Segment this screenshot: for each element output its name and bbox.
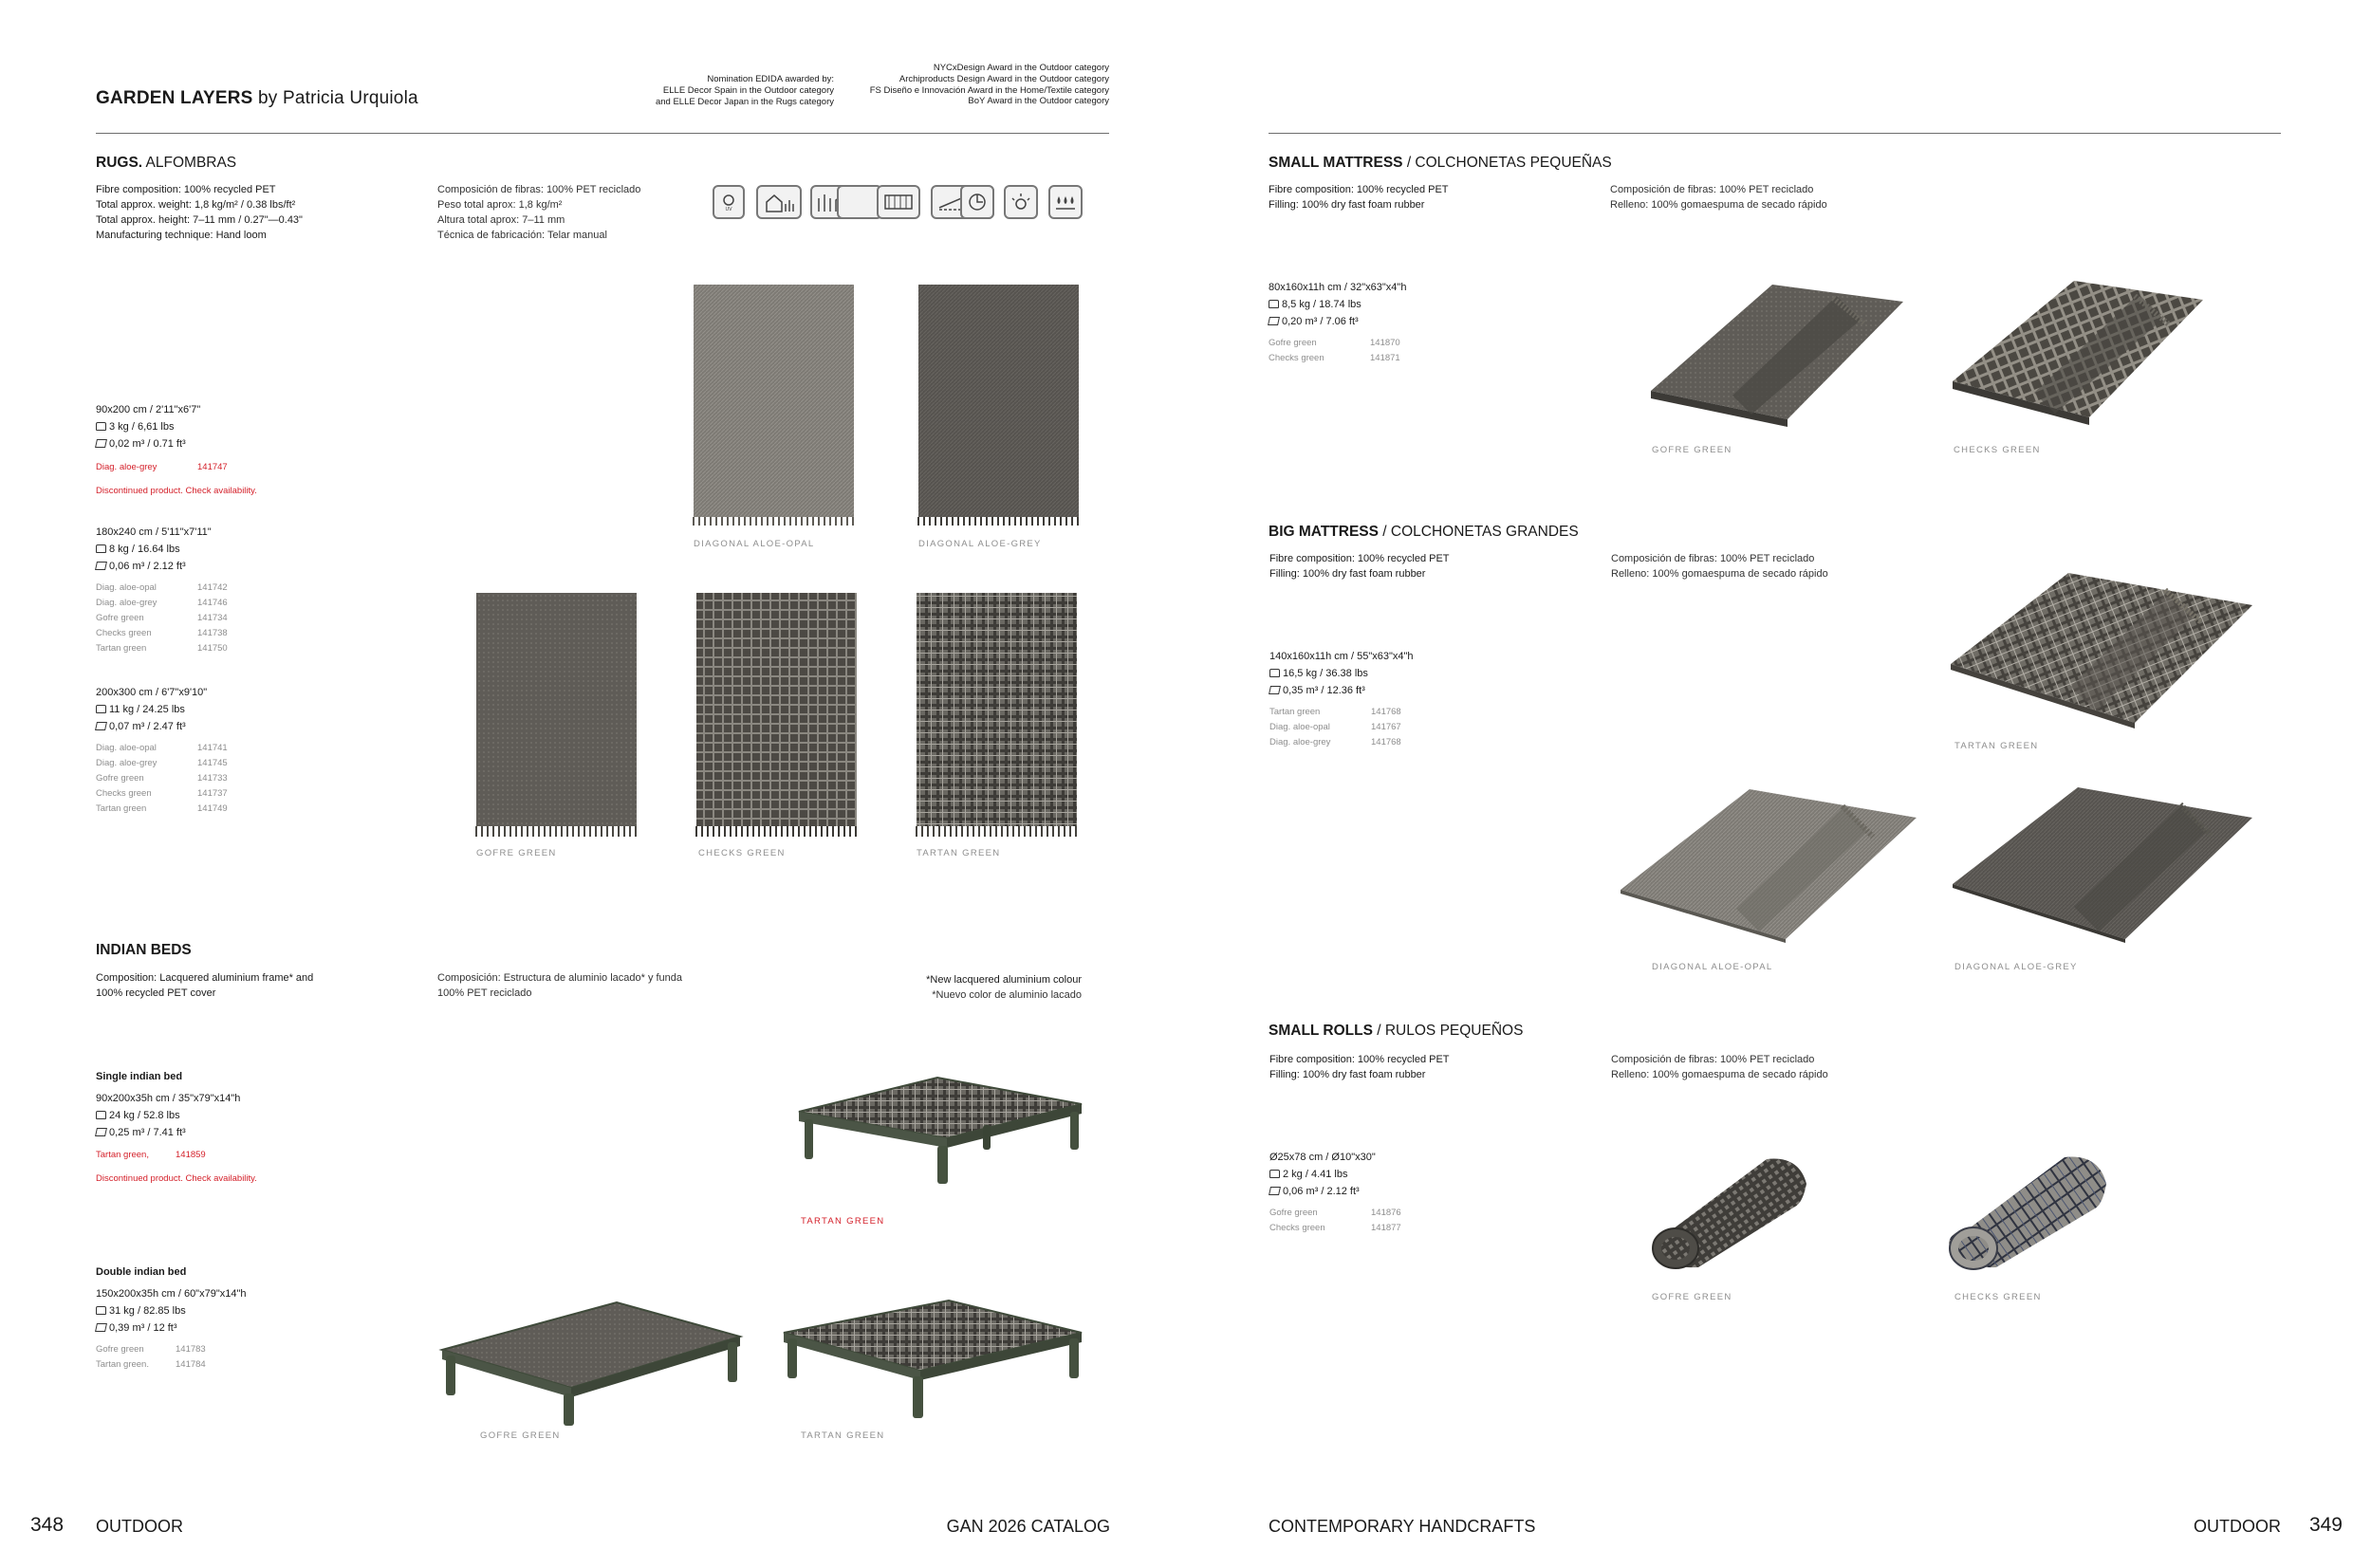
heading-bold: BIG MATTRESS (1269, 524, 1379, 540)
product-title: Double indian bed (96, 1266, 187, 1278)
color-name: Diag. aloe-opal (1269, 722, 1330, 732)
big-mattress-heading (1269, 524, 1579, 541)
product-code: 141738 (197, 628, 228, 638)
code-row (96, 802, 228, 817)
code-row (96, 611, 228, 626)
volume-icon (1269, 1187, 1281, 1195)
spec-line: Relleno: 100% gomaespuma de secado rápido (1610, 199, 1827, 211)
product-code: 141734 (197, 613, 228, 623)
small-mattress-spec-en (1269, 182, 1449, 212)
color-name: Diag. aloe-grey (96, 462, 157, 472)
hand-wash-icon (877, 185, 920, 219)
sun-resistant-icon (960, 185, 994, 219)
heading-es: / RULOS PEQUEÑOS (1372, 1023, 1524, 1039)
small-rolls-spec-en (1269, 1052, 1450, 1082)
code-row (96, 641, 228, 656)
spec-line: Composition: Lacquered aluminium frame* and (96, 972, 314, 984)
heading-bold: SMALL MATTRESS (1269, 155, 1403, 171)
code-row (96, 596, 228, 611)
roll-image-gofre (1647, 1150, 1814, 1273)
product-code: 141870 (1370, 338, 1400, 348)
mattress-image-small-checks (1949, 277, 2214, 429)
note-es: *Nuevo color de aluminio lacado (932, 989, 1082, 1001)
product-code: 141768 (1371, 737, 1401, 747)
volume-icon (95, 1128, 107, 1136)
weight: 24 kg / 52.8 lbs (109, 1110, 180, 1121)
color-name: Tartan green. (96, 1359, 149, 1370)
small-mattress-spec-es (1610, 182, 1827, 212)
volume-icon (95, 722, 107, 730)
product-code: 141747 (197, 462, 228, 472)
spec-line: Filling: 100% dry fast foam rubber (1269, 568, 1426, 580)
rug-image-diagonal-aloe-opal (691, 281, 857, 527)
weight-icon (1269, 1170, 1280, 1178)
caption-diagonal-aloe-grey-big-mattress: DIAGONAL ALOE-GREY (1954, 962, 2078, 972)
rug-size-200x300 (96, 684, 228, 817)
product-code: 141859 (176, 1150, 206, 1160)
indian-beds-comp-en (96, 970, 313, 1001)
bed-image-single-tartan (795, 1072, 1085, 1186)
indian-beds-heading (96, 942, 192, 959)
title-bold: GARDEN LAYERS (96, 88, 253, 108)
water-drops-icon (1048, 185, 1083, 219)
mattress-image-big-tartan (1945, 569, 2258, 730)
volume-icon (95, 1323, 107, 1332)
award-line: Nomination EDIDA awarded by: (707, 74, 834, 84)
weight: 16,5 kg / 36.38 lbs (1283, 668, 1368, 679)
code-row (96, 1148, 257, 1163)
spec-line: Total approx. weight: 1,8 kg/m² / 0.38 lbs/ft² (96, 199, 296, 211)
product-code: 141876 (1371, 1208, 1401, 1218)
weight: 8 kg / 16.64 lbs (109, 544, 180, 555)
color-name: Diag. aloe-opal (96, 743, 157, 753)
indian-beds-note (825, 972, 1082, 1003)
product-code: 141871 (1370, 353, 1400, 363)
big-mattress-details (1269, 648, 1414, 750)
product-code: 141768 (1371, 707, 1401, 717)
spec-line: Composición de fibras: 100% PET reciclado (1611, 553, 1815, 564)
product-title: Single indian bed (96, 1071, 183, 1082)
dimension: Ø25x78 cm / Ø10"x30" (1269, 1152, 1376, 1163)
page-number-right: 349 (2308, 1514, 2343, 1536)
volume: 0,25 m³ / 7.41 ft³ (109, 1127, 186, 1138)
spec-line: Fibre composition: 100% recycled PET (96, 184, 276, 195)
indian-beds-title: INDIAN BEDS (96, 942, 192, 958)
heading-bold: SMALL ROLLS (1269, 1023, 1373, 1039)
code-row (1269, 1221, 1401, 1236)
award-line: NYCxDesign Award in the Outdoor category (933, 63, 1109, 73)
caption-checks-green-roll: CHECKS GREEN (1954, 1292, 2042, 1302)
product-code: 141784 (176, 1359, 206, 1370)
spec-line: Técnica de fabricación: Telar manual (437, 230, 607, 241)
caption-gofre-green-roll: GOFRE GREEN (1652, 1292, 1732, 1302)
color-name: Checks green (1269, 1223, 1325, 1233)
header-rule-right (1269, 133, 2281, 134)
code-row (96, 1342, 247, 1357)
small-rolls-spec-es (1611, 1052, 1828, 1082)
product-code: 141749 (197, 803, 228, 814)
color-name: Gofre green (96, 773, 144, 784)
code-row (96, 581, 228, 596)
product-code: 141745 (197, 758, 228, 768)
footer-section-left: OUTDOOR (96, 1517, 183, 1536)
award-line: BoY Award in the Outdoor category (968, 96, 1109, 107)
spec-line: Composición: Estructura de aluminio lacado* y funda (437, 972, 683, 984)
header-rule-left (96, 133, 1109, 134)
rug-image-gofre-green (473, 590, 639, 839)
color-name: Diag. aloe-grey (1269, 737, 1331, 747)
footer-catalog: GAN 2026 CATALOG (946, 1517, 1110, 1536)
product-code: 141767 (1371, 722, 1401, 732)
dimension: 90x200x35h cm / 35"x79"x14"h (96, 1093, 241, 1104)
volume: 0,20 m³ / 7.06 ft³ (1282, 316, 1359, 327)
rug-image-checks-green (694, 590, 860, 839)
weight: 11 kg / 24.25 lbs (109, 704, 185, 715)
weight-icon (96, 422, 106, 431)
mattress-image-big-diagonal-grey (1949, 784, 2258, 945)
caption-checks-green-small-mattress: CHECKS GREEN (1954, 445, 2041, 455)
dimension: 200x300 cm / 6'7"x9'10" (96, 687, 208, 698)
dimension: 150x200x35h cm / 60"x79"x14"h (96, 1288, 247, 1300)
volume: 0,06 m³ / 2.12 ft³ (109, 561, 186, 572)
color-name: Gofre green (96, 613, 144, 623)
product-code: 141737 (197, 788, 228, 799)
volume-icon (95, 439, 107, 448)
code-row (1269, 735, 1414, 750)
spec-line: Fibre composition: 100% recycled PET (1269, 1054, 1450, 1065)
spec-line: Filling: 100% dry fast foam rubber (1269, 199, 1425, 211)
spec-line: Filling: 100% dry fast foam rubber (1269, 1069, 1426, 1080)
color-name: Tartan green (96, 643, 147, 654)
discontinued-note: Discontinued product. Check availability. (96, 486, 257, 496)
caption-tartan-green-double: TARTAN GREEN (801, 1430, 885, 1441)
weight-icon (96, 1306, 106, 1315)
dimension: 90x200 cm / 2'11"x6'7" (96, 404, 201, 415)
caption-tartan-green-single: TARTAN GREEN (801, 1216, 885, 1227)
uv-sun-icon (713, 185, 745, 219)
product-code: 141746 (197, 598, 228, 608)
big-mattress-spec-es (1611, 551, 1828, 581)
spec-line: Composición de fibras: 100% PET reciclado (1611, 1054, 1815, 1065)
award-line: and ELLE Decor Japan in the Rugs category (655, 96, 834, 107)
weight: 2 kg / 4.41 lbs (1283, 1169, 1348, 1180)
caption-diagonal-aloe-opal-big-mattress: DIAGONAL ALOE-OPAL (1652, 962, 1773, 972)
outdoor-house-icon (756, 185, 802, 219)
title-designer: by Patricia Urquiola (252, 88, 418, 108)
rugs-heading (96, 155, 236, 172)
color-name: Tartan green (96, 803, 147, 814)
volume: 0,06 m³ / 2.12 ft³ (1283, 1186, 1360, 1197)
heading-es: / COLCHONETAS PEQUEÑAS (1402, 155, 1612, 171)
code-row (1269, 351, 1406, 366)
machine-wash-icon (835, 185, 836, 219)
color-name: Checks green (1269, 353, 1324, 363)
spec-line: Fibre composition: 100% recycled PET (1269, 553, 1450, 564)
product-code: 141750 (197, 643, 228, 654)
rugs-spec-es (437, 182, 640, 243)
product-code: 141741 (197, 743, 228, 753)
caption-gofre-green: GOFRE GREEN (476, 848, 557, 858)
weight-icon (96, 705, 106, 713)
color-name: Gofre green (1269, 338, 1317, 348)
rugs-heading-es: ALFOMBRAS (142, 155, 237, 171)
spec-line: Relleno: 100% gomaespuma de secado rápido (1611, 568, 1828, 580)
single-indian-bed (96, 1069, 257, 1187)
discontinued-note: Discontinued product. Check availability. (96, 1173, 257, 1184)
rugs-spec-en (96, 182, 303, 243)
caption-tartan-green-big-mattress: TARTAN GREEN (1954, 741, 2039, 751)
spec-line: Relleno: 100% gomaespuma de secado rápido (1611, 1069, 1828, 1080)
color-name: Gofre green (96, 1344, 144, 1355)
volume: 0,39 m³ / 12 ft³ (109, 1322, 177, 1334)
spec-line: Manufacturing technique: Hand loom (96, 230, 267, 241)
color-name: Tartan green, (96, 1150, 149, 1160)
footer-outdoor-right: OUTDOOR (2194, 1517, 2281, 1536)
spec-line: 100% recycled PET cover (96, 987, 216, 999)
heading-es: / COLCHONETAS GRANDES (1378, 524, 1579, 540)
spec-line: 100% PET reciclado (437, 987, 532, 999)
rugs-heading-bold: RUGS. (96, 155, 143, 171)
spec-line: Altura total aprox: 7–11 mm (437, 214, 565, 226)
code-row (96, 756, 228, 771)
dimension: 80x160x11h cm / 32"x63"x4"h (1269, 282, 1407, 293)
big-mattress-spec-en (1269, 551, 1450, 581)
uv-sun-icon (1004, 185, 1038, 219)
volume-icon (95, 562, 107, 570)
mattress-image-small-gofre (1647, 277, 1913, 429)
dimension: 140x160x11h cm / 55"x63"x4"h (1269, 651, 1414, 662)
caption-tartan-green: TARTAN GREEN (917, 848, 1001, 858)
award-line: ELLE Decor Spain in the Outdoor category (662, 84, 834, 96)
dimension: 180x240 cm / 5'11"x7'11" (96, 526, 212, 538)
caption-diagonal-aloe-grey: DIAGONAL ALOE-GREY (918, 539, 1042, 549)
color-name: Diag. aloe-grey (96, 758, 157, 768)
code-row (96, 771, 228, 786)
caption-gofre-green-small-mattress: GOFRE GREEN (1652, 445, 1732, 455)
award-line: Archiproducts Design Award in the Outdoor category (898, 73, 1109, 84)
spec-line: Total approx. height: 7–11 mm / 0.27"—0.43" (96, 214, 303, 226)
bed-image-double-tartan (780, 1295, 1085, 1428)
caption-diagonal-aloe-opal: DIAGONAL ALOE-OPAL (694, 539, 815, 549)
spec-line: Composición de fibras: 100% PET reciclado (437, 184, 641, 195)
award-line: FS Diseño e Innovación Award in the Home/Textile category (869, 84, 1109, 96)
weight-icon (1269, 669, 1280, 677)
volume: 0,07 m³ / 2.47 ft³ (109, 721, 186, 732)
volume-icon (1269, 686, 1281, 694)
color-name: Checks green (96, 788, 152, 799)
small-rolls-details (1269, 1149, 1401, 1236)
caption-checks-green: CHECKS GREEN (698, 848, 786, 858)
awards-column-1 (587, 74, 834, 107)
color-name: Diag. aloe-opal (96, 582, 157, 593)
weight: 3 kg / 6,61 lbs (109, 421, 175, 433)
code-row (1269, 336, 1406, 351)
code-row (1269, 705, 1414, 720)
code-row (1269, 720, 1414, 735)
code-row (96, 1357, 247, 1373)
note-en: *New lacquered aluminium colour (926, 974, 1082, 986)
color-name: Gofre green (1269, 1208, 1318, 1218)
rug-size-90x200 (96, 401, 257, 499)
code-row (96, 786, 228, 802)
small-mattress-heading (1269, 155, 1612, 172)
awards-column-2 (824, 63, 1109, 107)
code-row (96, 460, 257, 475)
footer-section-right: CONTEMPORARY HANDCRAFTS (1269, 1517, 1536, 1536)
rug-size-180x240 (96, 524, 228, 656)
volume-icon (1268, 317, 1280, 325)
machine-wash-icon (837, 185, 882, 219)
weight-icon (96, 544, 106, 553)
product-code: 141877 (1371, 1223, 1401, 1233)
page-number-left: 348 (30, 1514, 65, 1536)
small-rolls-heading (1269, 1023, 1523, 1040)
svg-text:UV: UV (725, 207, 732, 212)
code-row (96, 741, 228, 756)
caption-gofre-green-double: GOFRE GREEN (480, 1430, 561, 1441)
product-code: 141783 (176, 1344, 206, 1355)
weight: 31 kg / 82.85 lbs (109, 1305, 186, 1317)
spec-line: Fibre composition: 100% recycled PET (1269, 184, 1449, 195)
mattress-image-big-diagonal-opal (1617, 784, 1920, 945)
code-row (96, 626, 228, 641)
color-name: Diag. aloe-grey (96, 598, 157, 608)
spec-line: Composición de fibras: 100% PET reciclado (1610, 184, 1814, 195)
volume: 0,35 m³ / 12.36 ft³ (1283, 685, 1365, 696)
rug-image-tartan-green (914, 590, 1080, 839)
spec-line: Peso total aprox: 1,8 kg/m² (437, 199, 563, 211)
color-name: Tartan green (1269, 707, 1321, 717)
roll-image-checks (1943, 1150, 2114, 1273)
volume: 0,02 m³ / 0.71 ft³ (109, 438, 186, 450)
bed-image-double-gofre (438, 1295, 744, 1428)
weight-icon (1269, 300, 1279, 308)
product-code: 141742 (197, 582, 228, 593)
small-mattress-details (1269, 279, 1406, 366)
code-row (1269, 1206, 1401, 1221)
double-indian-bed (96, 1264, 247, 1373)
indian-beds-comp-es (437, 970, 682, 1001)
collection-title (96, 88, 418, 109)
weight: 8,5 kg / 18.74 lbs (1282, 299, 1361, 310)
rug-image-diagonal-aloe-grey (916, 281, 1082, 527)
product-code: 141733 (197, 773, 228, 784)
color-name: Checks green (96, 628, 152, 638)
weight-icon (96, 1111, 106, 1119)
